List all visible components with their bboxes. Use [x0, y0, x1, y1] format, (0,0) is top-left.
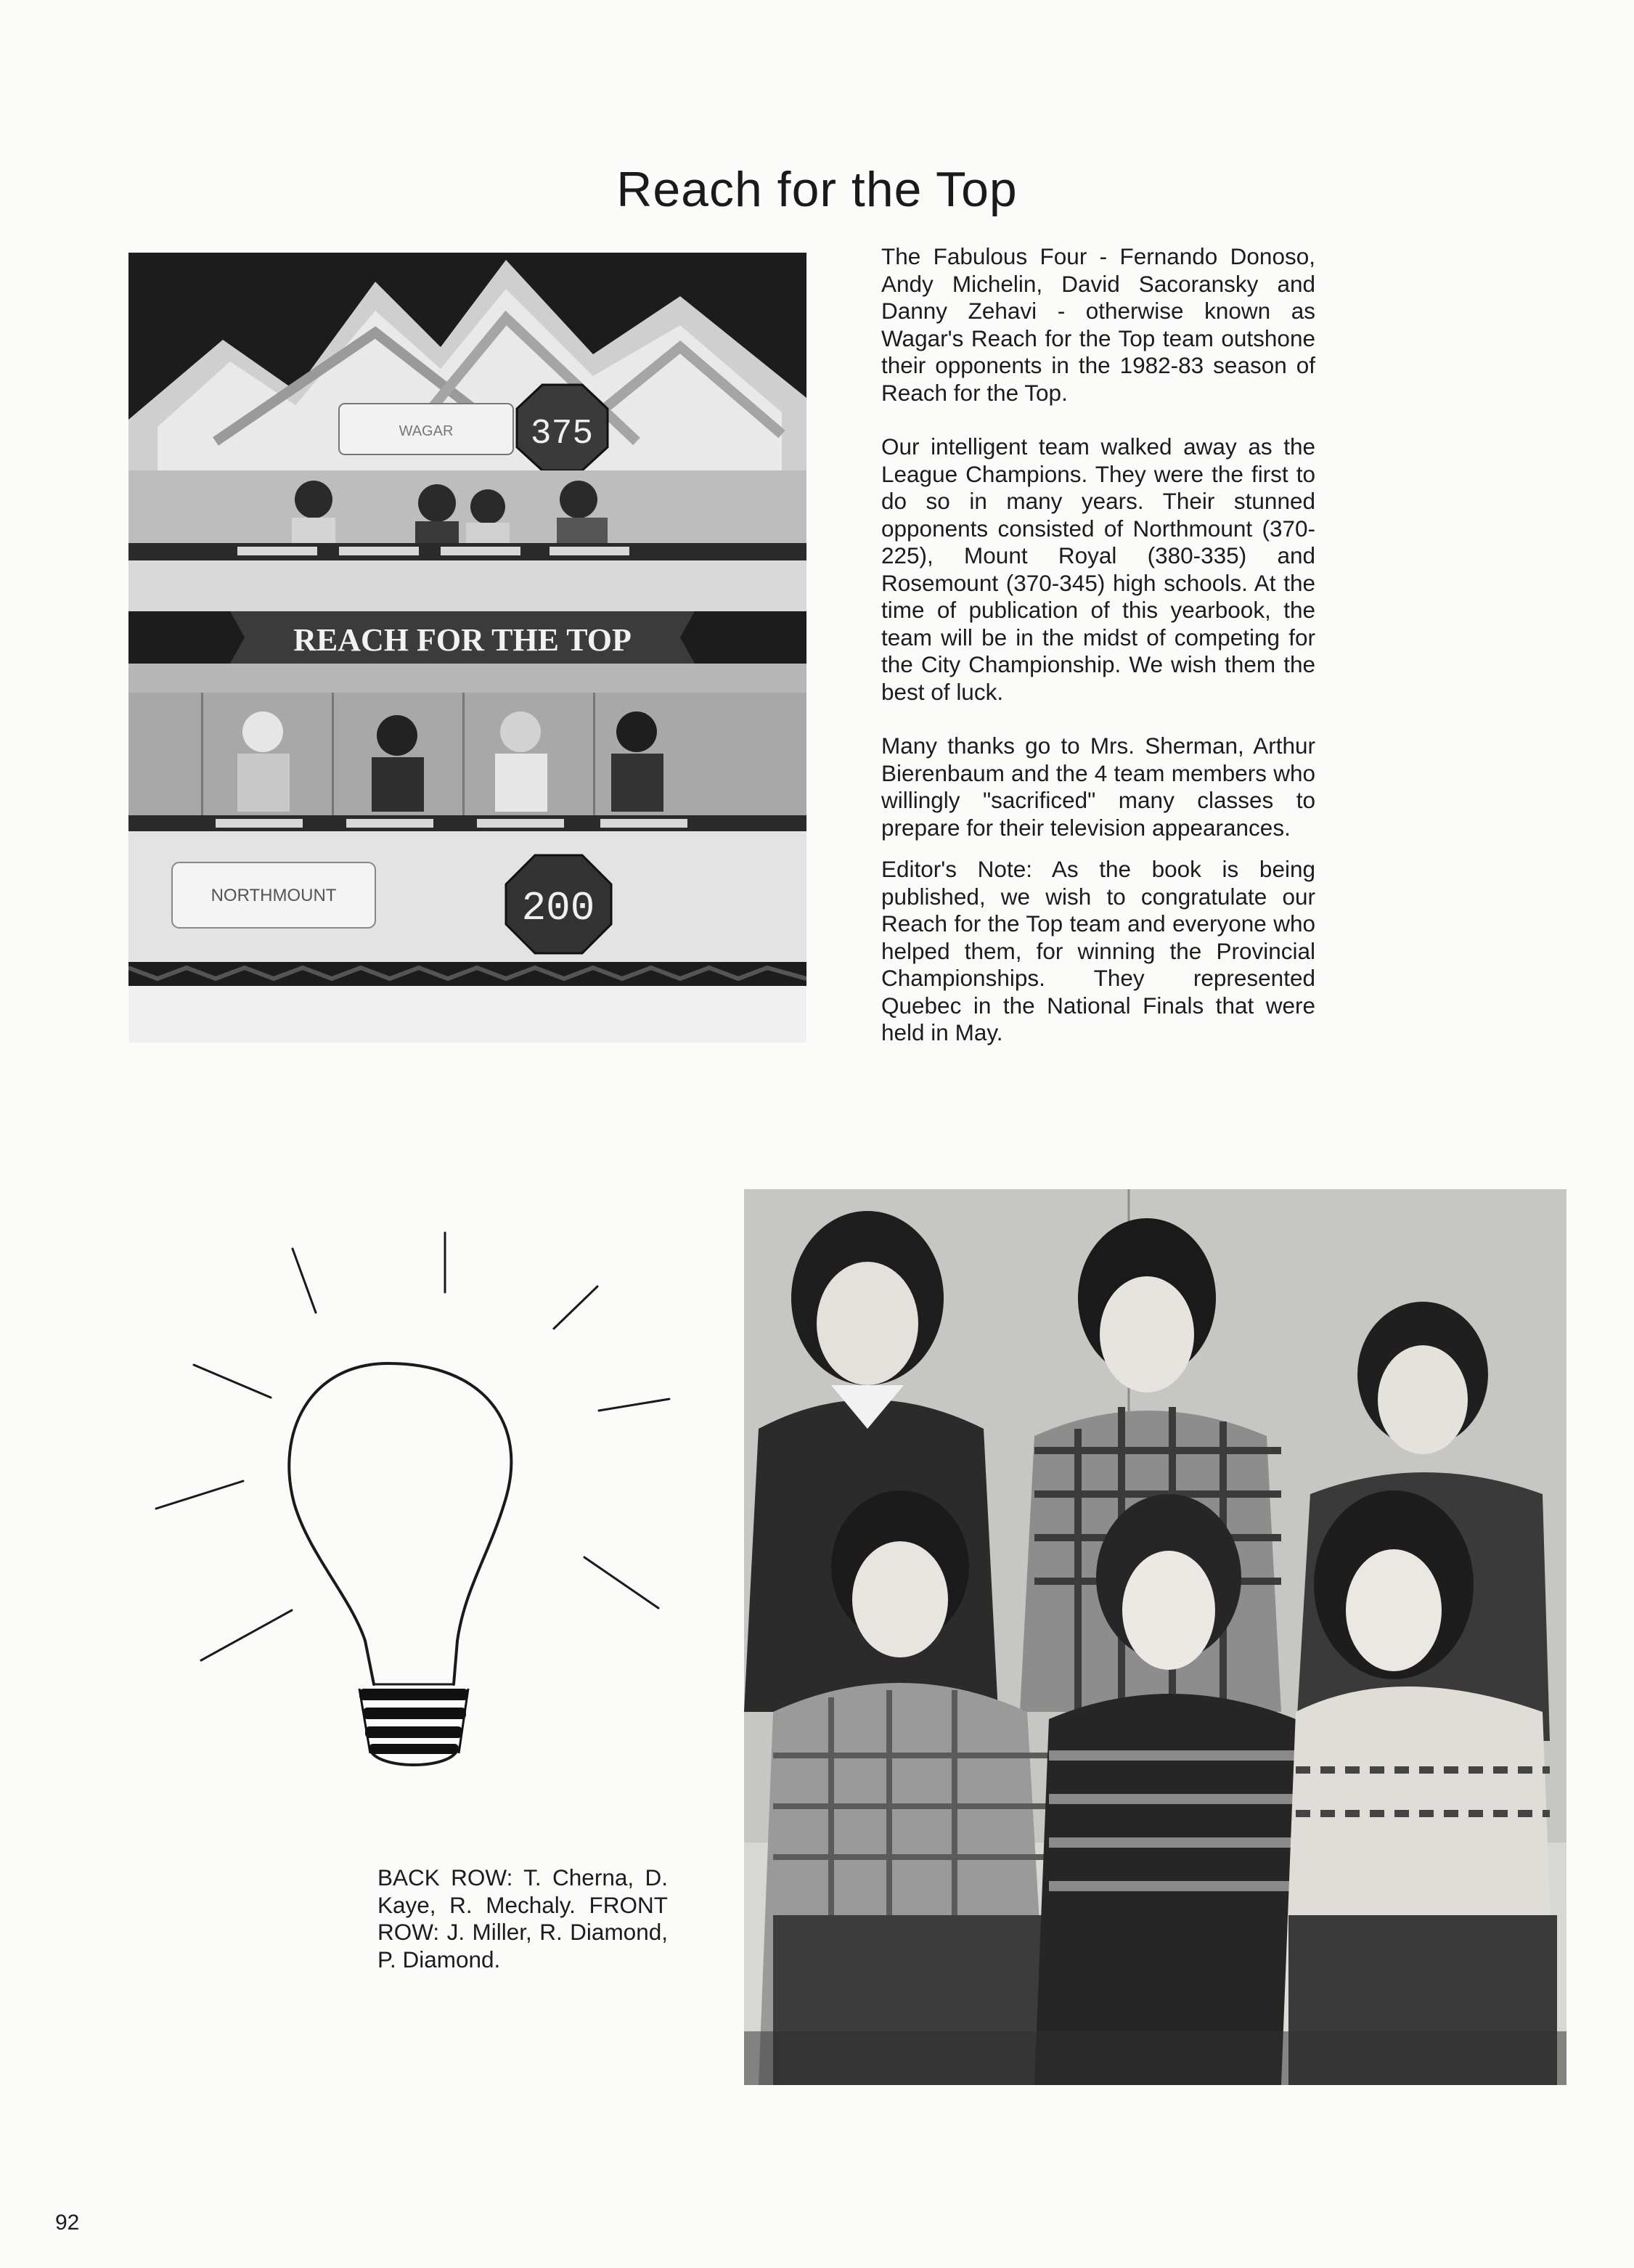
team-group-photo: [744, 1189, 1566, 2085]
article-paragraph: Editor's Note: As the book is being published, we wish to congratulate our Reach for the Top team and everyone who helped them, for winning the Provincial Championships. They represented Quebec in the National Finals that were held in May.: [881, 856, 1315, 1045]
tv-show-photo: [128, 253, 806, 1043]
light-bulb-illustration: [142, 1220, 679, 1815]
bottom-score: 200: [521, 885, 595, 931]
photo-caption: BACK ROW: T. Cherna, D. Kaye, R. Mechaly. FRONT ROW: J. Miller, R. Diamond, P. Diamond.: [377, 1864, 668, 1973]
top-team-name: WAGAR: [399, 423, 454, 439]
article-paragraph: Many thanks go to Mrs. Sherman, Arthur Bierenbaum and the 4 team members who willingly "sacrificed" many classes to prepare for their television appearances.: [881, 733, 1315, 841]
article-paragraph: The Fabulous Four - Fernando Donoso, Andy Michelin, David Sacoransky and Danny Zehavi - otherwise known as Wagar's Reach for the Top team outshone their opponents in the 1982-83 season of Reach for the Top.: [881, 243, 1315, 406]
page-number: 92: [55, 2211, 80, 2235]
top-score: 375: [530, 415, 594, 454]
article-text: [881, 243, 1315, 1047]
page-title: Reach for the Top: [616, 162, 1018, 217]
article-paragraph: Our intelligent team walked away as the League Champions. They were the first to do so in many years. Their stunned opponents consisted of Northmount (370-225), Mount Royal (380-335) and Rosemount (370-345) high schools. At the time of publication of this yearbook, the team will be in the midst of competing for the City Championship. We wish them the best of luck.: [881, 433, 1315, 705]
bottom-team-name: NORTHMOUNT: [211, 886, 337, 905]
show-banner-text: REACH FOR THE TOP: [293, 622, 632, 658]
